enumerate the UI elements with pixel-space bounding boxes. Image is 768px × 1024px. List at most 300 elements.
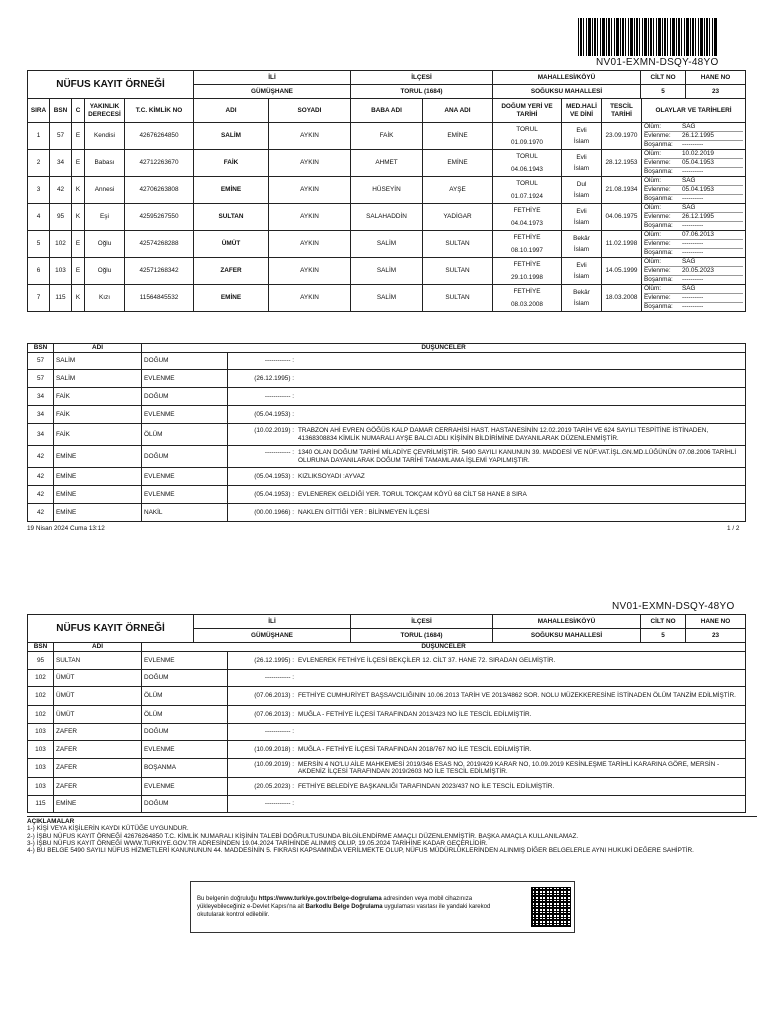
person-ad: ZAFER [194,258,269,285]
note-row [28,504,746,522]
event-label: Evlenme: [644,213,671,221]
event-value: 26.12.1995 [682,132,714,140]
note-row [28,706,746,724]
note-ad: ZAFER [54,778,142,796]
note-ad: SALİM [54,353,142,370]
event-line [644,159,743,168]
person-medhal [562,258,602,285]
note-text: NAKLEN GİTTİĞİ YER : BİLİNMEYEN İLÇESİ [298,508,430,516]
person-c: E [72,150,85,177]
col-sira: SIRA [28,99,50,123]
note-bsn: 42 [28,446,54,468]
birth-place: FETHİYE [513,260,541,268]
note-date: ------------ : [264,800,294,808]
note-bsn: 34 [28,424,54,446]
event-line [644,231,743,240]
person-dogum [493,231,562,258]
note-text: FETHİYE CUMHURİYET BAŞSAVCILIĞININ 10.06.2013 TARİH VE 2013/4862 SOR. NOLU MÜZEKKERESİNE İSTİNADEN ÖLÜM TANZİM EDİLMİŞTİR. [298,692,736,700]
marital-status: Evli [576,261,587,269]
header-cilt: CİLT NO [641,71,686,85]
qr-code-icon[interactable] [531,887,571,927]
document-code-page2: NV01-EXMN-DSQY-48YO [612,601,735,612]
note-text: MERSİN 4 NO'LU AİLE MAHKEMESİ 2019/346 ESAS NO, 2019/429 KARAR NO, 10.09.2019 KESİNLEŞME TARİHLİ KARARINA GÖRE, MERSİN - AKDENİZ İLÇESİ TARAFINDAN 2019/2603 NO İLE TESCİL EDİLMİŞTİR. [298,760,720,775]
note-type: NAKİL [142,504,228,522]
note-type: EVLENME [142,741,228,759]
event-label: Evlenme: [644,267,671,275]
person-soyad: AYKIN [269,258,351,285]
marital-status: Dul [576,180,587,188]
person-baba: SALİM [351,285,423,312]
note-type: DOĞUM [142,446,228,468]
note-text-cell [228,778,746,796]
religion: İslam [573,246,590,253]
event-label: Boşanma: [644,140,673,148]
person-yak: Oğlu [85,258,125,285]
person-olaylar [642,231,746,258]
note-ad: EMİNE [54,446,142,468]
person-medhal [562,150,602,177]
person-medhal [562,285,602,312]
event-label: Ölüm: [644,123,662,131]
note-text-cell [228,670,746,687]
note-text-cell [228,796,746,813]
person-bsn: 42 [50,177,72,204]
event-label: Boşanma: [644,302,673,310]
person-c: E [72,258,85,285]
event-line [644,267,743,276]
event-line [644,285,743,294]
note-bsn: 102 [28,687,54,706]
birth-date: 08.03.2008 [511,301,543,308]
religion: İslam [573,138,590,145]
event-label: Evlenme: [644,294,671,302]
document-code: NV01-EXMN-DSQY-48YO [596,57,719,68]
person-ana: AYŞE [423,177,493,204]
person-medhal [562,204,602,231]
person-ana: SULTAN [423,285,493,312]
note-bsn: 103 [28,724,54,741]
person-row [28,204,746,231]
person-ad: EMİNE [194,177,269,204]
religion: İslam [573,219,590,226]
note-bsn: 57 [28,353,54,370]
note-ad: ZAFER [54,724,142,741]
note-row [28,446,746,468]
page-number: 1 / 2 [727,525,740,532]
note-text-cell [228,353,746,370]
person-tescil: 11.02.1998 [602,231,642,258]
aciklama-item: 1-) KİŞİ VEYA KİŞİLERİN KAYDI KÜTÜĞE UYGUNDUR. [27,825,189,833]
note-text: MUĞLA - FETHİYE İLÇESİ TARAFINDAN 2013/423 NO İLE TESCİL EDİLMİŞTİR. [298,710,532,718]
event-line [644,240,743,249]
note-bsn: 42 [28,504,54,522]
person-ad: FAİK [194,150,269,177]
note-bsn: 102 [28,670,54,687]
note-date: (05.04.1953) : [254,490,294,498]
event-label: Evlenme: [644,186,671,194]
note-ad: ÜMÜT [54,670,142,687]
event-value: ---------- [682,294,704,302]
note-row [28,741,746,759]
col-tescil: TESCİL TARİHİ [602,99,642,123]
note-text-cell [228,706,746,724]
event-label: Boşanma: [644,194,673,202]
event-value: SAĞ [682,258,696,266]
note-bsn: 42 [28,468,54,486]
note-bsn: 57 [28,370,54,388]
note-date: (10.09.2018) : [254,745,294,753]
note-ad: ZAFER [54,759,142,778]
note-date: (10.09.2019) : [254,760,294,768]
note-type: ÖLÜM [142,706,228,724]
note-text-cell [228,370,746,388]
person-yak: Babası [85,150,125,177]
birth-place: TORUL [516,125,538,133]
person-tc: 42676264850 [125,123,194,150]
person-ana: EMİNE [423,150,493,177]
event-value: 26.12.1995 [682,213,714,221]
note-text-cell [228,759,746,778]
birth-date: 04.04.1973 [511,220,543,227]
birth-date: 29.10.1998 [511,274,543,281]
marital-status: Bekâr [573,234,590,242]
event-line [644,168,743,176]
event-label: Evlenme: [644,132,671,140]
person-baba: SALİM [351,258,423,285]
aciklama-item: 3-) İŞBU NÜFUS KAYIT ÖRNEĞİ WWW.TURKIYE.GOV.TR ADRESİNDEN 19.04.2024 TARİHİNDE ALINMIŞ OLUP, 19.05.2024 TARİHİNE KADAR GEÇERLİDİR. [27,840,488,848]
note-text: 1340 OLAN DOĞUM TARİHİ MİLADİYE ÇEVRİLMİŞTİR. 5490 SAYILI KANUNUN 39. MADDESİ VE NÜF.VAT.İŞL.GN.MD.LÜĞÜNÜN 07.08.2006 TARİHLİ OLURUNA DAYANILARAK DOĞUM TARİHİ TAMAMLAMA İŞLEMİ YAPILMIŞTIR. [298,449,737,464]
note-date: (10.02.2019) : [254,427,294,435]
note-row [28,468,746,486]
note-date: (26.12.1995) : [254,656,294,664]
note-type: ÖLÜM [142,424,228,446]
value-mahalle: SOĞUKSU MAHALLESİ [493,629,641,643]
person-medhal [562,231,602,258]
person-sira: 6 [28,258,50,285]
col-adi: ADI [194,99,269,123]
value-il: GÜMÜŞHANE [194,85,351,99]
note-ad: ÜMÜT [54,706,142,724]
col-ana: ANA ADI [423,99,493,123]
event-label: Boşanma: [644,221,673,229]
notes-table-2 [27,642,746,813]
person-tescil: 14.05.1999 [602,258,642,285]
person-ana: YADİGAR [423,204,493,231]
note-text-cell [228,388,746,406]
event-value: 05.04.1953 [682,186,714,194]
barcode-top [578,18,718,56]
note-row [28,652,746,670]
header-table-1 [27,70,746,99]
person-yak: Eşi [85,204,125,231]
person-olaylar [642,150,746,177]
marital-status: Evli [576,207,587,215]
note-date: (07.06.2013) : [254,692,294,700]
person-medhal [562,177,602,204]
page-title-2: NÜFUS KAYIT ÖRNEĞİ [28,615,194,643]
notes-col-adi: ADI [54,643,142,652]
person-yak: Kendisi [85,123,125,150]
person-olaylar [642,204,746,231]
header-mahalle: MAHALLESİ/KÖYÜ [493,71,641,85]
person-soyad: AYKIN [269,150,351,177]
note-bsn: 95 [28,652,54,670]
person-tescil: 28.12.1953 [602,150,642,177]
note-type: EVLENME [142,652,228,670]
note-type: DOĞUM [142,796,228,813]
event-value: ---------- [682,194,704,202]
event-line [644,177,743,186]
col-yakinlik: YAKINLIK DERECESİ [85,99,125,123]
note-date: ------------ : [264,392,294,400]
person-olaylar [642,258,746,285]
event-value: SAĞ [682,177,696,185]
note-row [28,724,746,741]
note-ad: SALİM [54,370,142,388]
event-value: SAĞ [682,285,696,293]
note-type: DOĞUM [142,724,228,741]
value-il: GÜMÜŞHANE [194,629,351,643]
event-value: ---------- [682,302,704,310]
col-dogum: DOĞUM YERİ VE TARİHİ [493,99,562,123]
note-row [28,388,746,406]
note-text-cell [228,652,746,670]
note-ad: EMİNE [54,468,142,486]
marital-status: Evli [576,126,587,134]
note-type: EVLENME [142,370,228,388]
person-yak: Kızı [85,285,125,312]
note-date: ------------ : [264,357,294,365]
event-value: 10.02.2019 [682,150,714,158]
notes-col-dusunceler: DÜŞÜNCELER [142,344,746,353]
note-date: ------------ : [264,674,294,682]
birth-date: 08.10.1997 [511,247,543,254]
note-row [28,778,746,796]
header-cilt: CİLT NO [641,615,686,629]
note-text-cell [228,724,746,741]
aciklama-item: 2-) İŞBU NÜFUS KAYIT ÖRNEĞİ 42676264850 T.C. KİMLİK NUMARALI KİŞİNİN TALEBİ DOĞRULTUSUNDA BİLGİLENDİRME AMAÇLI DÜZENLENMİŞTİR. BAŞKA AMAÇLA KULLANILAMAZ. [27,832,579,840]
event-line [644,195,743,203]
note-text: FETHİYE BELEDİYE BAŞKANLIĞI TARAFINDAN 2023/437 NO İLE TESCİL EDİLMİŞTİR. [298,782,555,790]
event-value: ---------- [682,140,704,148]
note-row [28,687,746,706]
event-label: Evlenme: [644,240,671,248]
note-date: (07.06.2013) : [254,710,294,718]
birth-place: FETHİYE [513,206,541,214]
event-label: Boşanma: [644,248,673,256]
birth-place: FETHİYE [513,287,541,295]
religion: İslam [573,165,590,172]
event-line [644,303,743,311]
note-type: DOĞUM [142,388,228,406]
note-type: EVLENME [142,468,228,486]
person-medhal [562,123,602,150]
note-text-cell [228,468,746,486]
note-row [28,353,746,370]
note-row [28,424,746,446]
event-label: Ölüm: [644,231,662,239]
col-tc: T.C. KİMLİK NO [125,99,194,123]
marital-status: Evli [576,153,587,161]
event-value: ---------- [682,275,704,283]
note-ad: SULTAN [54,652,142,670]
event-line [644,249,743,257]
note-bsn: 103 [28,759,54,778]
footer-date: 19 Nisan 2024 Cuma 13:12 [27,525,105,532]
note-type: DOĞUM [142,353,228,370]
religion: İslam [573,300,590,307]
person-olaylar [642,177,746,204]
person-c: K [72,204,85,231]
note-text: EVLENEREK FETHİYE İLÇESİ BEKÇİLER 12. CİLT 37. HANE 72. SIRADAN GELMİŞTİR. [298,656,556,664]
person-tc: 42595267550 [125,204,194,231]
note-date: (05.04.1953) : [254,472,294,480]
person-bsn: 34 [50,150,72,177]
event-line [644,132,743,141]
person-tc: 42571268342 [125,258,194,285]
person-ana: EMİNE [423,123,493,150]
person-soyad: AYKIN [269,285,351,312]
note-date: ------------ : [264,728,294,736]
notes-col-dusunceler: DÜŞÜNCELER [142,643,746,652]
person-soyad: AYKIN [269,123,351,150]
note-bsn: 115 [28,796,54,813]
value-cilt: 5 [641,629,686,643]
col-bsn: BSN [50,99,72,123]
birth-date: 01.07.1924 [511,193,543,200]
person-sira: 5 [28,231,50,258]
person-soyad: AYKIN [269,231,351,258]
col-medhal: MED.HALİ VE DİNİ [562,99,602,123]
person-row [28,150,746,177]
note-text: TRABZON AHİ EVREN GÖĞÜS KALP DAMAR CERRAHİSİ HAST. HASTANESİNİN 12.02.2019 TARİH VE 624 SAYILI TESPİTİNE İSTİNADEN, 41368308834 KİMLİK NUMARALI AYŞE BALCI ADLI KİŞİNİN BİLDİRİMİNE DAYANILARAK DÜZENLENMİŞTİR. [298,427,709,442]
event-label: Ölüm: [644,150,662,158]
person-sira: 3 [28,177,50,204]
note-date: (05.04.1953) : [254,410,294,418]
person-dogum [493,258,562,285]
birth-date: 04.06.1943 [511,166,543,173]
birth-place: FETHİYE [513,233,541,241]
note-type: DOĞUM [142,670,228,687]
person-dogum [493,285,562,312]
note-type: BOŞANMA [142,759,228,778]
event-line [644,222,743,230]
aciklamalar-section [27,816,757,855]
note-row [28,670,746,687]
event-label: Ölüm: [644,204,662,212]
value-hane: 23 [686,85,746,99]
note-text: EVLENEREK GELDİĞİ YER. TORUL TOKÇAM KÖYÜ 68 CİLT 58 HANE 8 SIRA [298,490,527,498]
person-bsn: 102 [50,231,72,258]
note-date: ------------ : [264,449,294,457]
value-hane: 23 [686,629,746,643]
header-ilce: İLÇESİ [351,71,493,85]
note-text-cell [228,406,746,424]
person-bsn: 95 [50,204,72,231]
event-label: Ölüm: [644,177,662,185]
person-bsn: 103 [50,258,72,285]
person-ad: EMİNE [194,285,269,312]
event-line [644,294,743,303]
note-row [28,370,746,388]
person-dogum [493,150,562,177]
notes-col-adi: ADI [54,344,142,353]
aciklama-item: 4-) BU BELGE 5490 SAYILI NÜFUS HİZMETLERİ KANUNUNUN 44. MADDESİNİN 5. FIKRASI KAPSAMINDA VERİLMEKTE OLUP, NÜFUS MÜDÜRLÜKLERİNDEN ALINMIŞ DİĞER BELGELERLE AYNI HUKUKİ DEĞERE SAHİPTİR. [27,847,694,855]
verification-link[interactable]: https://www.turkiye.gov.tr/belge-dogrulama [258,896,382,902]
persons-header-row [28,99,746,123]
note-type: EVLENME [142,486,228,504]
note-row [28,486,746,504]
person-tc: 42706263808 [125,177,194,204]
note-bsn: 34 [28,406,54,424]
note-text-cell [228,687,746,706]
person-sira: 7 [28,285,50,312]
event-value: ---------- [682,240,704,248]
note-bsn: 34 [28,388,54,406]
person-tc: 42712263670 [125,150,194,177]
marital-status: Bekâr [573,288,590,296]
event-label: Ölüm: [644,258,662,266]
person-soyad: AYKIN [269,177,351,204]
person-baba: SALAHADDİN [351,204,423,231]
person-c: E [72,231,85,258]
person-bsn: 57 [50,123,72,150]
event-value: SAĞ [682,204,696,212]
event-label: Ölüm: [644,285,662,293]
person-row [28,231,746,258]
event-value: ---------- [682,248,704,256]
header-ilce: İLÇESİ [351,615,493,629]
person-baba: FAİK [351,123,423,150]
note-bsn: 103 [28,778,54,796]
notes-table-1 [27,343,746,522]
event-line [644,258,743,267]
note-ad: EMİNE [54,796,142,813]
person-tescil: 18.03.2008 [602,285,642,312]
note-row [28,796,746,813]
value-ilce: TORUL (1684) [351,85,493,99]
event-label: Boşanma: [644,275,673,283]
person-olaylar [642,123,746,150]
event-value: ---------- [682,167,704,175]
note-date: (20.05.2023) : [254,782,294,790]
value-mahalle: SOĞUKSU MAHALLESİ [493,85,641,99]
note-text-cell [228,504,746,522]
birth-place: TORUL [516,152,538,160]
person-tc: 11564845532 [125,285,194,312]
person-c: K [72,177,85,204]
person-dogum [493,204,562,231]
person-bsn: 115 [50,285,72,312]
person-row [28,258,746,285]
person-row [28,177,746,204]
event-label: Evlenme: [644,159,671,167]
person-ana: SULTAN [423,231,493,258]
person-baba: SALİM [351,231,423,258]
person-baba: HÜSEYİN [351,177,423,204]
header-hane: HANE NO [686,71,746,85]
person-ad: ÜMÜT [194,231,269,258]
person-c: K [72,285,85,312]
event-value: 05.04.1953 [682,159,714,167]
note-row [28,759,746,778]
col-baba: BABA ADI [351,99,423,123]
note-text-cell [228,446,746,468]
note-ad: EMİNE [54,486,142,504]
religion: İslam [573,192,590,199]
note-ad: ZAFER [54,741,142,759]
person-dogum [493,123,562,150]
